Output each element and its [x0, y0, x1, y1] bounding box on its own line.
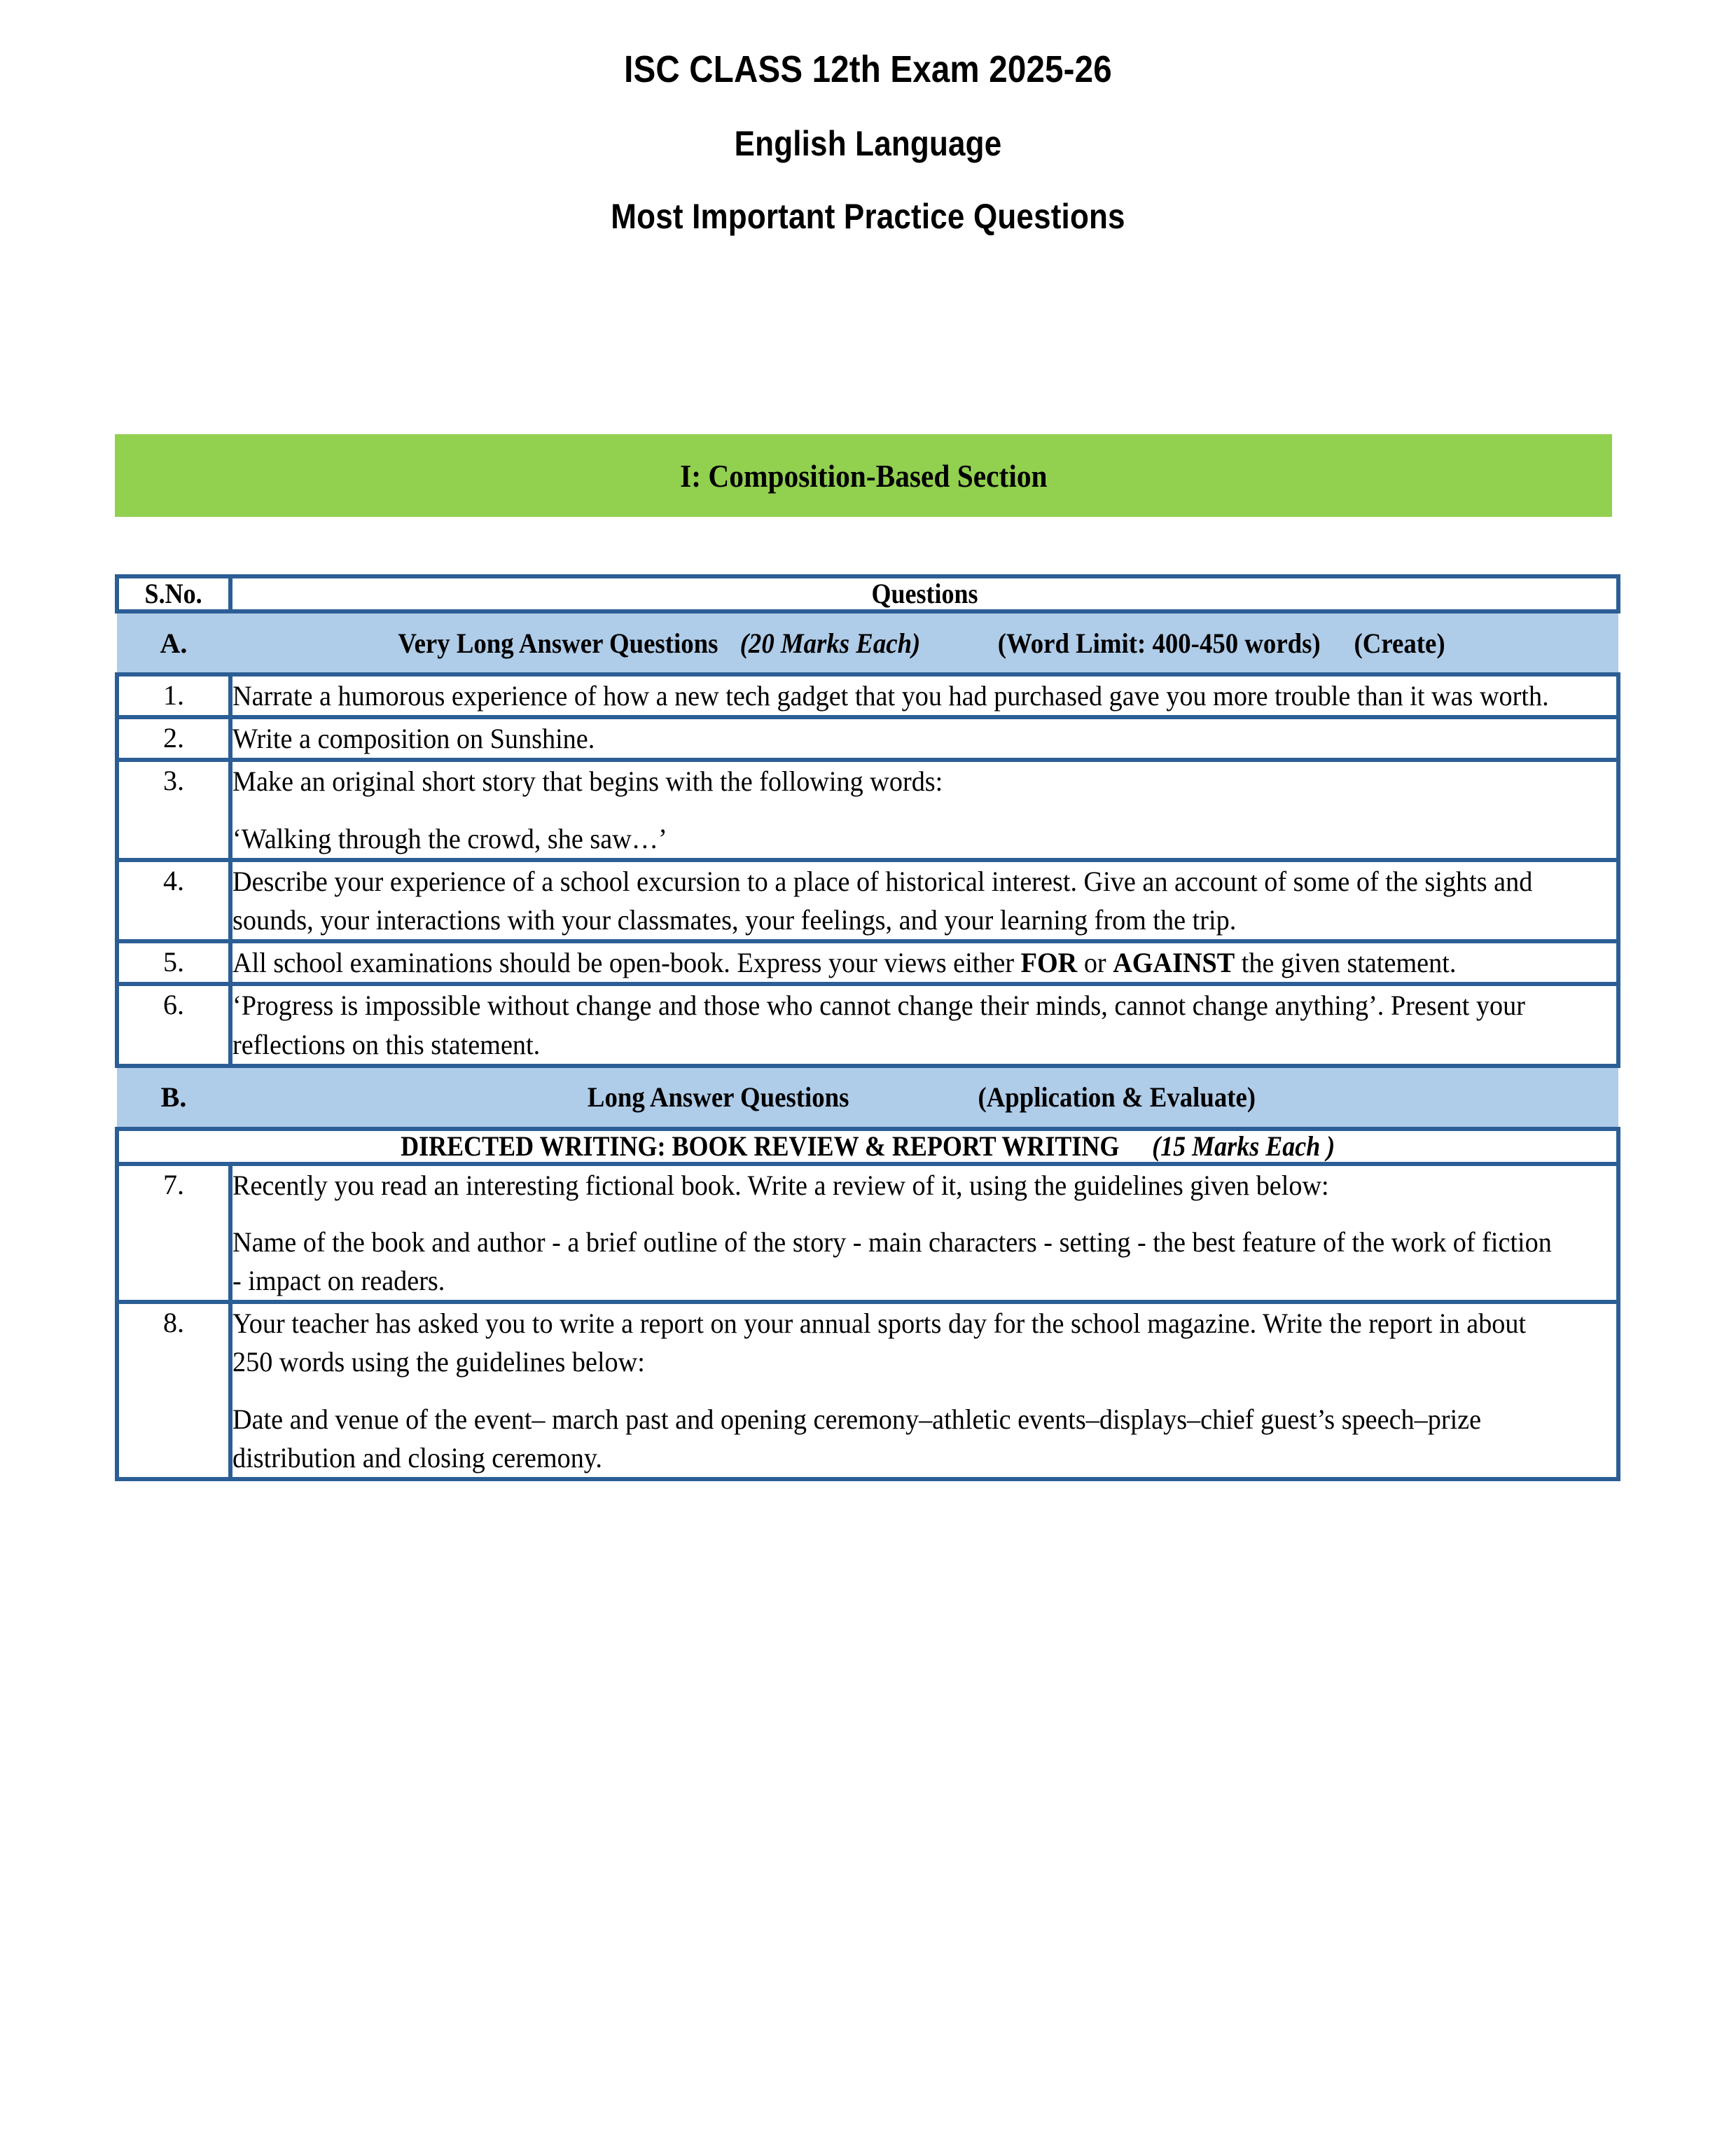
question-number: 2. — [117, 717, 230, 760]
section-banner — [115, 434, 1612, 517]
column-header-questions-label: Questions — [870, 578, 978, 609]
directed-writing-cell — [117, 1129, 1618, 1164]
group-a-marks: (20 Marks Each) — [739, 627, 921, 659]
column-header-sno — [117, 576, 230, 611]
question-paragraph: Describe your experience of a school excursion to a place of historical interest. Give an account of some of the sights and sounds, your interactions with your classmates, your feelings, and your learning from the trip. — [232, 865, 1533, 936]
table-row — [117, 1302, 1618, 1479]
question-number: 5. — [117, 941, 230, 984]
group-a-word-limit: (Word Limit: 400-450 words) — [997, 627, 1321, 659]
question-paragraph: Recently you read an interesting fictional book. Write a review of it, using the guidelines given below: — [232, 1169, 1329, 1201]
questions-table — [115, 574, 1620, 1481]
question-paragraph: All school examinations should be open-book. Express your views either FOR or AGAINST the given statement. — [232, 947, 1457, 979]
question-paragraph: Date and venue of the event– march past and opening ceremony–athletic events–displays–chief guest’s speech–prize distribution and closing ceremony. — [232, 1403, 1482, 1473]
table-row — [117, 717, 1618, 760]
question-number: 6. — [117, 984, 230, 1065]
question-paragraph: Narrate a humorous experience of how a new tech gadget that you had purchased gave you more trouble than it was worth. — [232, 680, 1549, 712]
question-paragraph: ‘Walking through the crowd, she saw…’ — [232, 822, 667, 854]
directed-writing-marks: (15 Marks Each ) — [1152, 1130, 1335, 1162]
question-text — [230, 860, 1618, 941]
question-text — [230, 717, 1618, 760]
table-row — [117, 941, 1618, 984]
directed-writing-heading — [401, 1131, 1335, 1162]
document-subject: English Language — [734, 124, 1002, 163]
question-paragraph: Your teacher has asked you to write a report on your annual sports day for the school magazine. Write the report in about 250 words using the guidelines below: — [232, 1308, 1527, 1378]
question-number: 7. — [117, 1164, 230, 1303]
group-a-skill: (Create) — [1354, 627, 1445, 659]
table-row — [117, 760, 1618, 859]
group-b-band-row — [117, 1066, 1618, 1129]
column-header-sno-label: S.No. — [144, 578, 203, 609]
group-b-heading — [286, 1081, 1557, 1114]
question-text — [230, 984, 1618, 1065]
directed-writing-row — [117, 1129, 1618, 1164]
section-banner-label: I: Composition-Based Section — [679, 457, 1048, 494]
group-a-band-row — [117, 611, 1618, 674]
question-number: 3. — [117, 760, 230, 859]
question-number: 1. — [117, 674, 230, 717]
group-a-letter: A. — [160, 627, 188, 659]
question-text — [230, 941, 1618, 984]
group-a-band-cell — [117, 611, 1618, 674]
question-paragraph: ‘Progress is impossible without change and those who cannot change their minds, cannot change anything’. Present your reflections on this statement. — [232, 990, 1525, 1060]
question-paragraph: Make an original short story that begins with the following words: — [232, 765, 943, 798]
directed-writing-title: DIRECTED WRITING: BOOK REVIEW & REPORT WRITING — [400, 1130, 1120, 1162]
question-text — [230, 674, 1618, 717]
group-b-title: Long Answer Questions — [587, 1081, 849, 1114]
table-header-row — [117, 576, 1618, 611]
question-text — [230, 1302, 1618, 1479]
group-a-title: Very Long Answer Questions — [398, 627, 718, 659]
questions-table-body — [117, 576, 1618, 1479]
question-paragraph: Write a composition on Sunshine. — [232, 723, 595, 755]
column-header-questions — [230, 576, 1618, 611]
group-b-letter: B. — [160, 1081, 187, 1114]
group-a-heading — [286, 627, 1557, 660]
group-b-band-cell — [117, 1066, 1618, 1129]
document-subtitle: Most Important Practice Questions — [611, 197, 1125, 236]
question-paragraph: Name of the book and author - a brief outline of the story - main characters - setting - the best feature of the work of fiction - impact on readers. — [232, 1226, 1552, 1297]
group-b-skill: (Application & Evaluate) — [978, 1081, 1256, 1114]
questions-table-container — [115, 574, 1616, 1481]
table-row — [117, 860, 1618, 941]
table-row — [117, 1164, 1618, 1303]
question-number: 8. — [117, 1302, 230, 1479]
table-row — [117, 674, 1618, 717]
page-title: ISC CLASS 12th Exam 2025-26 — [624, 48, 1112, 90]
document-header — [0, 0, 1736, 234]
question-text — [230, 760, 1618, 859]
table-row — [117, 984, 1618, 1065]
question-text — [230, 1164, 1618, 1303]
question-number: 4. — [117, 860, 230, 941]
